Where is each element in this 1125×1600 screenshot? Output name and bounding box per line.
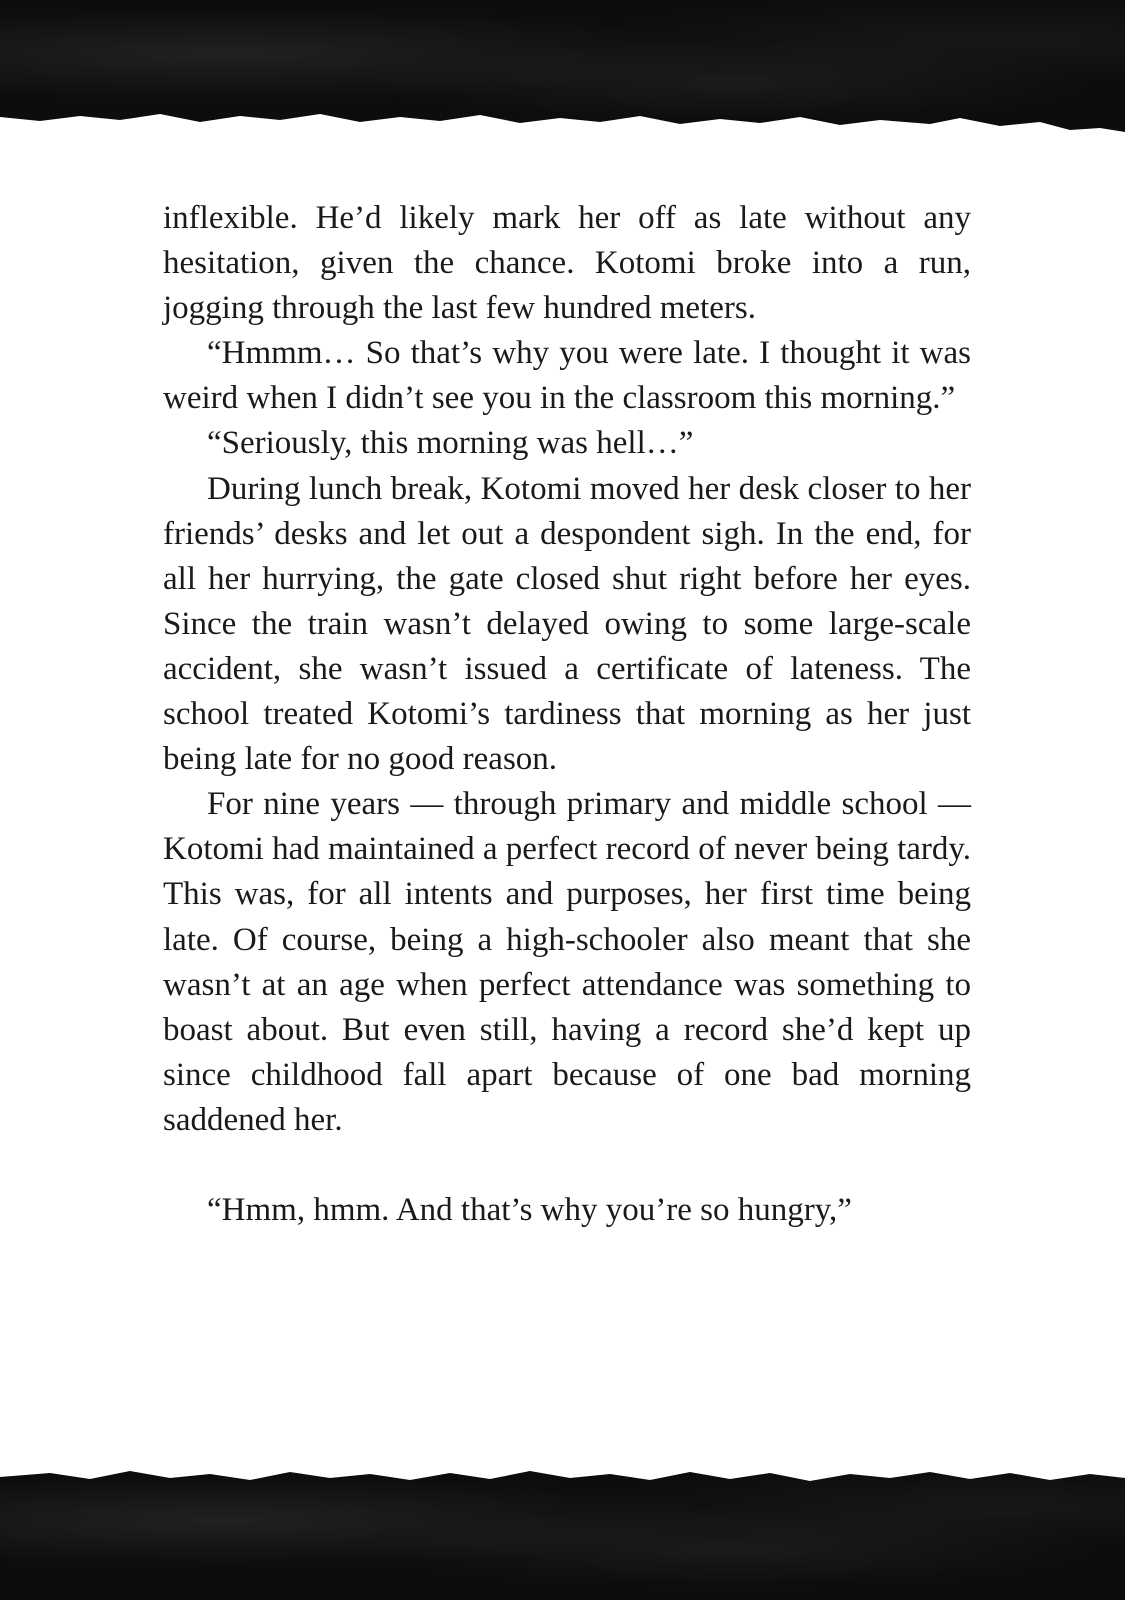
- bottom-brush-border: [0, 1468, 1125, 1600]
- top-brush-edge: [0, 104, 1125, 135]
- top-brush-border: [0, 0, 1125, 135]
- paragraph: During lunch break, Kotomi moved her desk closer to her friends’ desks and let out a despondent sigh. In the end, for all her hurrying, the gate closed shut right before her eyes. Since the train wasn’t delayed owing to some large-scale accident, she wasn’t issued a certificate of lateness. The school treated Kotomi’s tardiness that morning as her just being late for no good reason.: [163, 470, 971, 778]
- paragraph: “Hmmm… So that’s why you were late. I thought it was weird when I didn’t see you in the classroom this morning.”: [163, 335, 971, 417]
- paragraph: For nine years — through primary and middle school — Kotomi had maintained a perfect record of never being tardy. This was, for all intents and purposes, her first time being late. Of course, being a high-schooler also meant that she wasn’t at an age when perfect attendance was something to boast about. But even still, having a record she’d kept up since childhood fall apart because of one bad morning saddened her.: [163, 786, 971, 1138]
- paragraph: “Seriously, this morning was hell…”: [207, 425, 694, 462]
- paragraph: “Hmm, hmm. And that’s why you’re so hungry,”: [207, 1191, 852, 1228]
- bottom-brush-edge: [0, 1468, 1125, 1498]
- novel-page-text: [163, 196, 971, 1233]
- paragraph: inflexible. He’d likely mark her off as late without any hesitation, given the chance. Kotomi broke into a run, jogging through the last few hundred meters.: [163, 200, 971, 327]
